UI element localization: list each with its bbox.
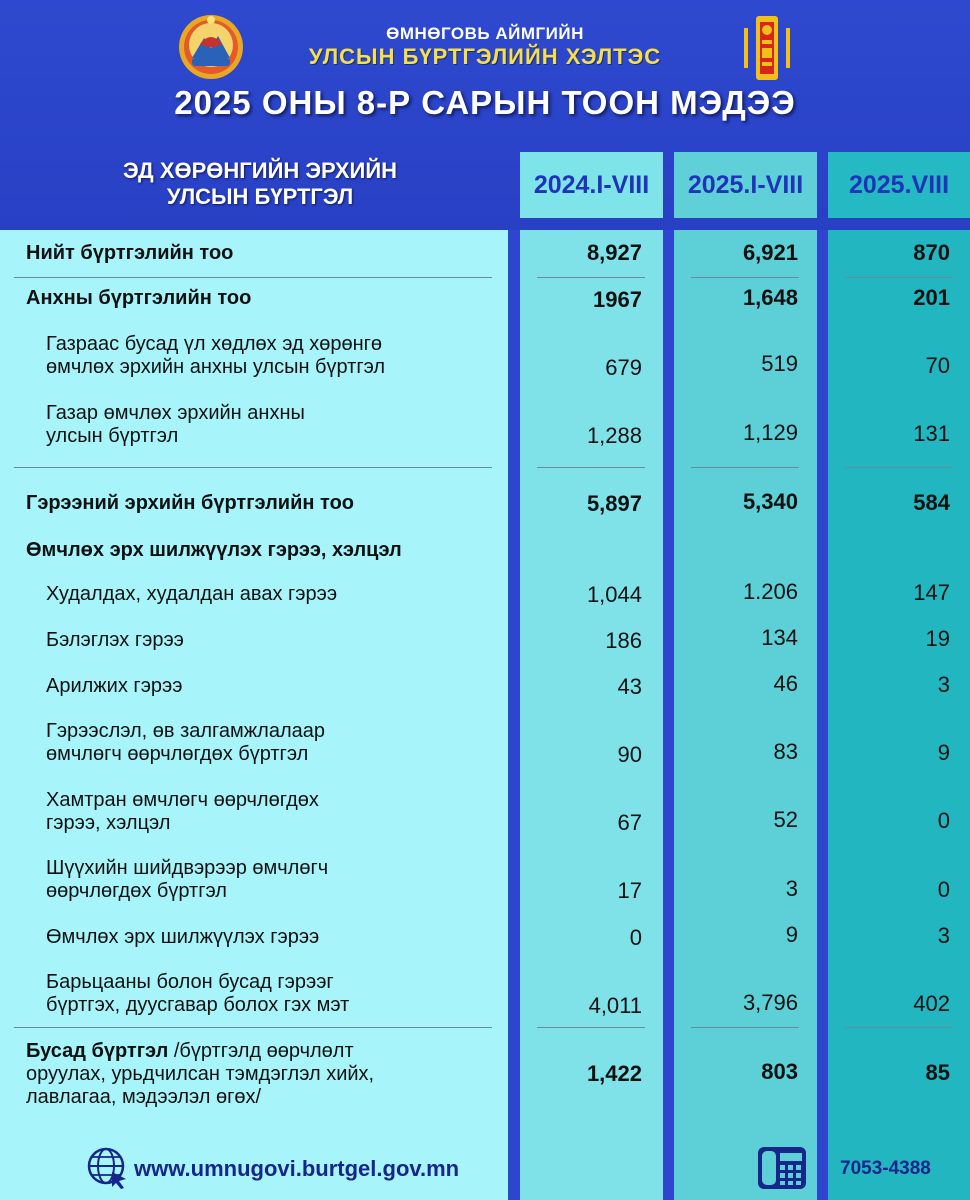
soyombo-icon: [732, 12, 802, 84]
row-label-line: лавлагаа, мэдээлэл өгөх/: [26, 1086, 262, 1108]
cell-value: 1,044: [586, 582, 642, 607]
cell-value: 0: [629, 925, 642, 950]
cell-value: 1,129: [742, 420, 798, 445]
cell-value: 3: [785, 876, 798, 901]
telephone-icon: [756, 1143, 808, 1193]
cell-value: 1,422: [586, 1061, 642, 1086]
row-label-court-decision: [46, 857, 328, 903]
column-header-2025-i-viii: 2025.I-VIII: [674, 152, 817, 218]
cell-value: 679: [605, 355, 642, 380]
column-header-2025-viii: 2025.VIII: [828, 152, 970, 218]
cell-value: 5,897: [586, 491, 642, 516]
cell-value: 46: [773, 671, 798, 696]
row-label-line: Хамтран өмчлөгч өөрчлөгдөх: [46, 789, 319, 811]
section-title-line-2: УЛСЫН БҮРТГЭЛ: [166, 184, 354, 209]
cell-value: 4,011: [588, 993, 642, 1018]
row-separator: [14, 277, 492, 278]
row-separator: [537, 1027, 645, 1028]
row-label-sale-contract: Худалдах, худалдан авах гэрээ: [46, 583, 338, 605]
cell-value: 6,921: [742, 240, 798, 265]
row-separator: [845, 467, 953, 468]
row-label-line: оруулах, урьдчилсан тэмдэглэл хийх,: [26, 1063, 375, 1085]
cell-value: 201: [913, 285, 950, 310]
cell-value: 90: [617, 742, 642, 767]
row-separator: [691, 277, 799, 278]
cell-value: 52: [773, 807, 798, 832]
cell-value: 17: [617, 878, 642, 903]
cell-value: 8,927: [586, 240, 642, 265]
cell-value: 83: [773, 739, 798, 764]
cell-value: 0: [937, 808, 950, 833]
cell-value: 3: [937, 672, 950, 697]
cell-value: 1,648: [742, 285, 798, 310]
row-label-gift-contract: Бэлэглэх гэрээ: [46, 629, 184, 651]
row-label-ownership-transfer-group: Өмчлөх эрх шилжүүлэх гэрээ, хэлцэл: [26, 539, 402, 561]
row-label-bold-part: Бусад бүртгэл: [26, 1040, 169, 1062]
row-label-line: Барьцааны болон бусад гэрээг: [46, 971, 334, 993]
row-label-line: өмчлөгч өөрчлөгдөх бүртгэл: [46, 743, 309, 765]
row-label-exchange-contract: Арилжих гэрээ: [46, 675, 183, 697]
org-line-2: УЛСЫН БҮРТГЭЛИЙН ХЭЛТЭС: [308, 44, 662, 69]
row-separator: [691, 467, 799, 468]
cell-value: 803: [761, 1059, 798, 1084]
section-title-line-1: ЭД ХӨРӨНГИЙН ЭРХИЙН: [122, 158, 398, 183]
row-label-line: Газар өмчлөх эрхийн анхны: [46, 402, 305, 424]
row-label-initial-registrations: Анхны бүртгэлийн тоо: [26, 287, 252, 309]
row-separator: [691, 1027, 799, 1028]
row-label-co-owner-change: [46, 789, 319, 835]
cell-value: 131: [913, 421, 950, 446]
cell-value: 134: [761, 625, 798, 650]
row-label-ownership-transfer-contract: Өмчлөх эрх шилжүүлэх гэрээ: [46, 926, 320, 948]
cell-value: 147: [913, 580, 950, 605]
row-label-line: гэрээ, хэлцэл: [46, 812, 171, 834]
row-label-inheritance: [46, 720, 325, 766]
row-label-line: Шүүхийн шийдвэрээр өмчлөгч: [46, 857, 329, 879]
org-line-1: ӨМНӨГОВЬ АЙМГИЙН: [386, 24, 584, 43]
cell-value: 3: [937, 923, 950, 948]
cell-value: 9: [785, 922, 798, 947]
row-label-other-registrations: [26, 1040, 374, 1109]
row-label-total-registrations: Нийт бүртгэлийн тоо: [26, 242, 234, 264]
cell-value: 519: [761, 351, 798, 376]
row-label-contract-registrations: Гэрээний эрхийн бүртгэлийн тоо: [26, 492, 354, 514]
row-separator: [845, 1027, 953, 1028]
row-label-line: бүртгэх, дуусгавар болох гэх мэт: [46, 994, 350, 1016]
row-label-pledge-other: [46, 971, 349, 1017]
cell-value: 870: [913, 240, 950, 265]
section-title: [60, 158, 460, 210]
header: [0, 0, 970, 230]
emblem-icon: [178, 14, 244, 80]
row-separator: [537, 467, 645, 468]
row-label-line: Газраас бусад үл хөдлөх эд хөрөнгө: [46, 333, 383, 355]
row-label-line: өмчлөх эрхийн анхны улсын бүртгэл: [46, 356, 386, 378]
cell-value: 43: [617, 674, 642, 699]
row-separator: [14, 467, 492, 468]
cell-value: 5,340: [742, 489, 798, 514]
cell-value: 9: [937, 740, 950, 765]
globe-icon: [86, 1146, 130, 1190]
row-label-non-land-initial: [46, 333, 385, 379]
row-separator: [14, 1027, 492, 1028]
cell-value: 67: [617, 810, 642, 835]
cell-value: 19: [925, 626, 950, 651]
cell-value: 70: [925, 353, 950, 378]
cell-value: 1.206: [742, 579, 798, 604]
row-label-line: Гэрээслэл, өв залгамжлалаар: [46, 720, 325, 742]
column-divider: [817, 230, 828, 1200]
column-header-2024-i-viii: 2024.I-VIII: [520, 152, 663, 218]
cell-value: 584: [913, 490, 950, 515]
main-title: 2025 ОНЫ 8-Р САРЫН ТООН МЭДЭЭ: [174, 84, 796, 121]
website-link[interactable]: www.umnugovi.burtgel.gov.mn: [134, 1156, 460, 1181]
column-divider: [663, 230, 674, 1200]
cell-value: 3,796: [742, 990, 798, 1015]
row-label-land-initial: [46, 402, 305, 448]
column-divider: [508, 230, 520, 1200]
cell-value: 1,288: [586, 423, 642, 448]
cell-value: 1967: [593, 287, 642, 312]
row-label-line: өөрчлөгдөх бүртгэл: [46, 880, 227, 902]
cell-value: 85: [925, 1060, 950, 1085]
cell-value: 0: [937, 877, 950, 902]
row-label-line: улсын бүртгэл: [46, 425, 179, 447]
row-label-line: /бүртгэлд өөрчлөлт: [168, 1040, 354, 1062]
cell-value: 186: [605, 628, 642, 653]
row-separator: [845, 277, 953, 278]
cell-value: 402: [913, 991, 950, 1016]
row-separator: [537, 277, 645, 278]
phone-number: 7053-4388: [840, 1158, 931, 1179]
